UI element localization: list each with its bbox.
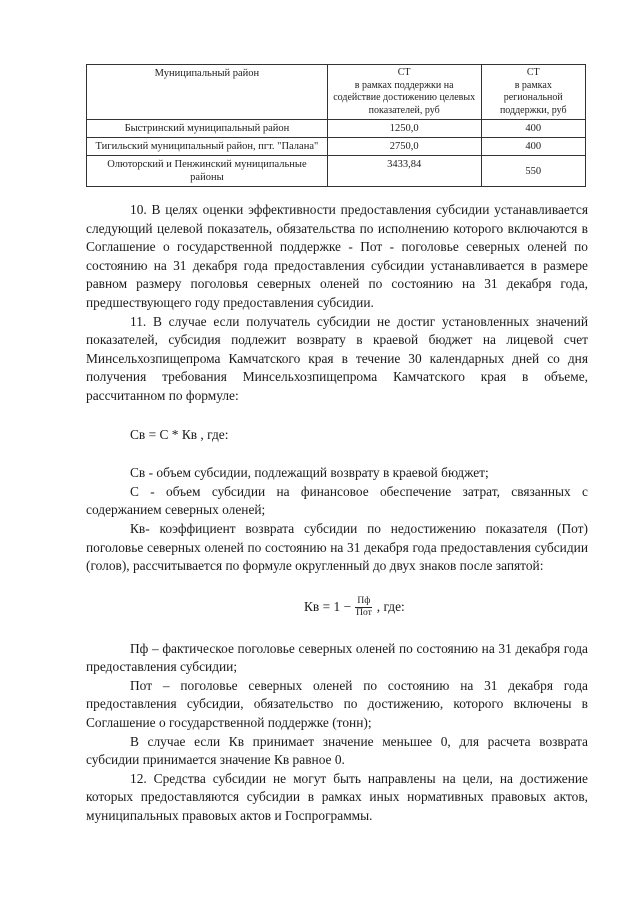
cell-st2: 550 bbox=[481, 156, 585, 187]
cell-st1: 3433,84 bbox=[327, 156, 481, 187]
paragraph-10: 10. В целях оценки эффективности предоставления субсидии устанавливается следующий целевой показатель, обязательства по исполнению которого включаются в Соглашение о государственной поддержке - Пот - поголовье северных оленей по состоянию на 31 декабря года предоставления субсидии устанавливается в размере равном размеру поголовья северных оленей по состоянию на 31 декабря года, предшествующего году предоставления субсидии. bbox=[86, 202, 588, 310]
cell-st1: 1250,0 bbox=[327, 120, 481, 138]
definition-sv: Св - объем субсидии, подлежащий возврату в краевой бюджет; bbox=[130, 465, 489, 481]
body-text bbox=[86, 201, 588, 826]
header-st-regional-label: СТ bbox=[526, 67, 540, 78]
formula-numerator: Пф bbox=[357, 596, 371, 607]
cell-st2: 400 bbox=[481, 120, 585, 138]
header-district-label: Муниципальный район bbox=[154, 68, 260, 79]
header-st-regional-sub: в рамках региональной поддержки, руб bbox=[499, 79, 567, 116]
header-st-regional bbox=[481, 65, 585, 120]
header-st-targets-sub: в рамках поддержки на содействие достижению целевых показателей, руб bbox=[333, 79, 476, 116]
cell-district: Тигильский муниципальный район, пгт. "Палана" bbox=[87, 138, 328, 156]
formula-right: , где: bbox=[376, 599, 405, 615]
table-header-row bbox=[87, 65, 586, 120]
cell-st1: 2750,0 bbox=[327, 138, 481, 156]
formula-denominator: Пот bbox=[356, 608, 372, 619]
header-district bbox=[87, 65, 328, 120]
header-st-targets bbox=[327, 65, 481, 120]
kv-zero-rule: В случае если Кв принимает значение меньшее 0, для расчета возврата субсидии принимается значение Кв равное 0. bbox=[86, 733, 588, 768]
formula-left: Кв = 1 − bbox=[304, 599, 352, 615]
return-formula: Св = С * Кв , где: bbox=[130, 426, 229, 442]
definition-kv: Кв- коэффициент возврата субсидии по недостижению показателя (Пот) поголовье северных оленей по состоянию на 31 декабря года предоставления субсидии (голов), рассчитывается по формуле округленный до двух знаков после запятой: bbox=[86, 520, 588, 574]
table-row bbox=[87, 138, 586, 156]
header-st-targets-label: СТ bbox=[397, 67, 411, 78]
definition-pot: Пот – поголовье северных оленей по состоянию на 31 декабря года предоставления субсидии, обязательство по достижению, которого включены в Соглашение о государственной поддержке (тонн); bbox=[86, 677, 588, 731]
subsidy-rates-table bbox=[86, 64, 586, 187]
formula-fraction bbox=[354, 596, 374, 619]
definition-c: С - объем субсидии на финансовое обеспечение затрат, связанных с содержанием северных оленей; bbox=[86, 483, 588, 518]
cell-district: Олюторский и Пенжинский муниципальные районы bbox=[87, 156, 328, 187]
definition-pf: Пф – фактическое поголовье северных оленей по состоянию на 31 декабря года предоставления субсидии; bbox=[86, 640, 588, 675]
coefficient-formula bbox=[86, 588, 588, 628]
paragraph-11: 11. В случае если получатель субсидии не достиг установленных значений показателей, субсидия подлежит возврату в краевой бюджет на лицевой счет Минсельхозпищепрома Камчатского края в течение 30 календарных дней со дня получения требования Минсельхозпищепрома Камчатского края в объеме, рассчитанном по формуле: bbox=[86, 313, 588, 403]
table-row bbox=[87, 120, 586, 138]
paragraph-12: 12. Средства субсидии не могут быть направлены на цели, на достижение которых предоставляются субсидии в рамках иных нормативных правовых актов, муниципальных правовых актов и Госпрограммы. bbox=[86, 770, 588, 824]
cell-district: Быстринский муниципальный район bbox=[87, 120, 328, 138]
cell-st2: 400 bbox=[481, 138, 585, 156]
table-row bbox=[87, 156, 586, 187]
